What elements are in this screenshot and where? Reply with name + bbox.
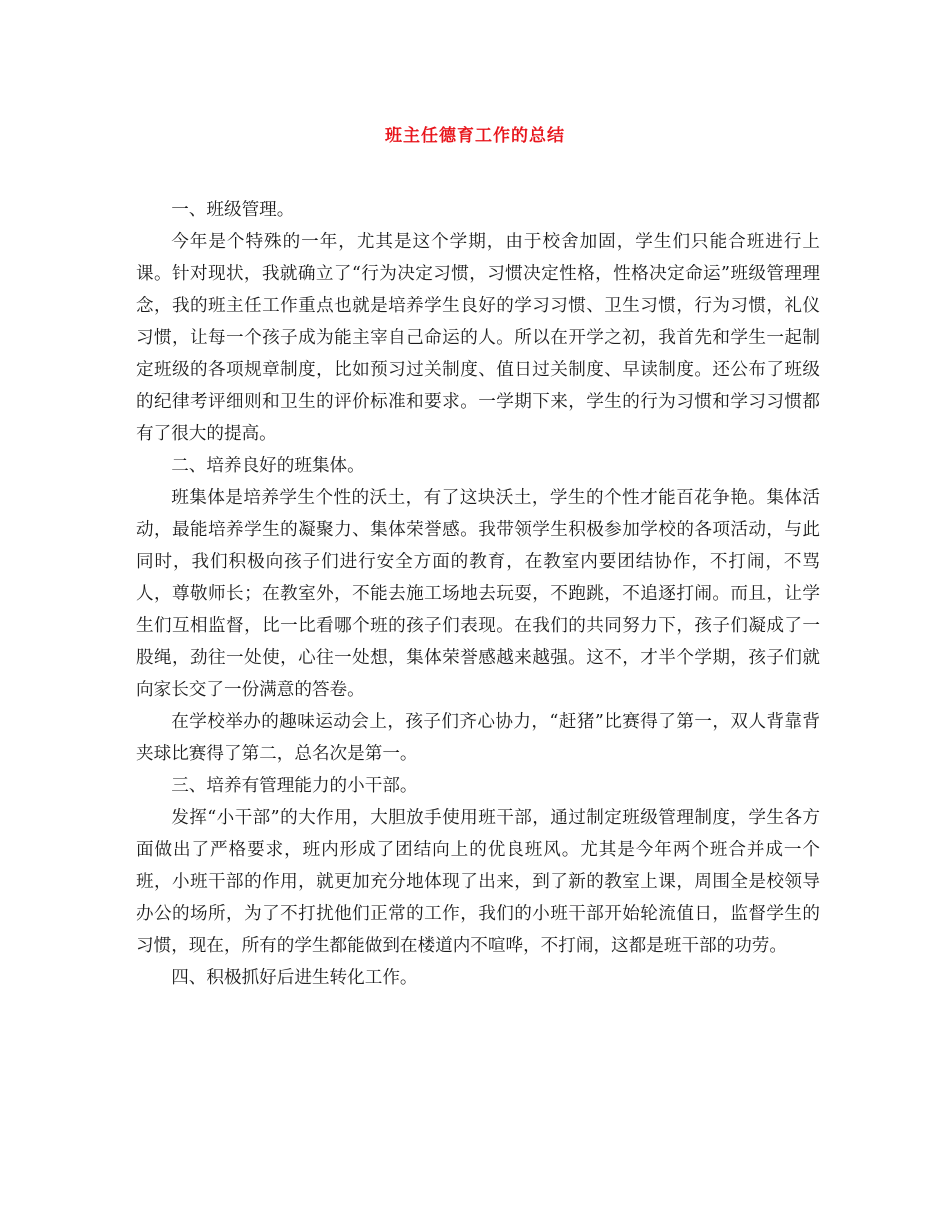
document-body xyxy=(136,194,820,994)
section-heading-struggling-students: 四、积极抓好后进生转化工作。 xyxy=(171,968,418,988)
section-heading-student-leaders: 三、培养有管理能力的小干部。 xyxy=(171,776,418,796)
section-heading-class-management: 一、班级管理。 xyxy=(171,200,295,220)
paragraph-class-management: 今年是个特殊的一年，尤其是这个学期，由于校舍加固，学生们只能合班进行上课。针对现状，我就确立了“行为决定习惯，习惯决定性格，性格决定命运”班级管理理念，我的班主任工作重点也就是培养学生良好的学习习惯、卫生习惯，行为习惯，礼仪习惯，让每一个孩子成为能主宰自己命运的人。所以在开学之初，我首先和学生一起制定班级的各项规章制度，比如预习过关制度、值日过关制度、早读制度。还公布了班级的纪律考评细则和卫生的评价标准和要求。一学期下来，学生的行为习惯和学习习惯都有了很大的提高。 xyxy=(136,232,820,444)
paragraph-class-collective: 班集体是培养学生个性的沃土，有了这块沃土，学生的个性才能百花争艳。集体活动，最能培养学生的凝聚力、集体荣誉感。我带领学生积极参加学校的各项活动，与此同时，我们积极向孩子们进行安全方面的教育，在教室内要团结协作，不打闹，不骂人，尊敬师长；在教室外，不能去施工场地去玩耍，不跑跳，不追逐打闹。而且，让学生们互相监督，比一比看哪个班的孩子们表现。在我们的共同努力下，孩子们凝成了一股绳，劲往一处使，心往一处想，集体荣誉感越来越强。这不，才半个学期，孩子们就向家长交了一份满意的答卷。 xyxy=(136,488,820,700)
paragraph-sports-meet: 在学校举办的趣味运动会上，孩子们齐心协力，“赶猪”比赛得了第一，双人背靠背夹球比赛得了第二，总名次是第一。 xyxy=(136,712,820,764)
document-title: 班主任德育工作的总结 xyxy=(385,126,565,146)
section-heading-class-collective: 二、培养良好的班集体。 xyxy=(171,456,365,476)
paragraph-student-leaders: 发挥“小干部”的大作用，大胆放手使用班干部，通过制定班级管理制度，学生各方面做出了严格要求，班内形成了团结向上的优良班风。尤其是今年两个班合并成一个班，小班干部的作用，就更加充分地体现了出来，到了新的教室上课，周围全是校领导办公的场所，为了不打扰他们正常的工作，我们的小班干部开始轮流值日，监督学生的习惯，现在，所有的学生都能做到在楼道内不喧哗，不打闹，这都是班干部的功劳。 xyxy=(136,808,820,956)
